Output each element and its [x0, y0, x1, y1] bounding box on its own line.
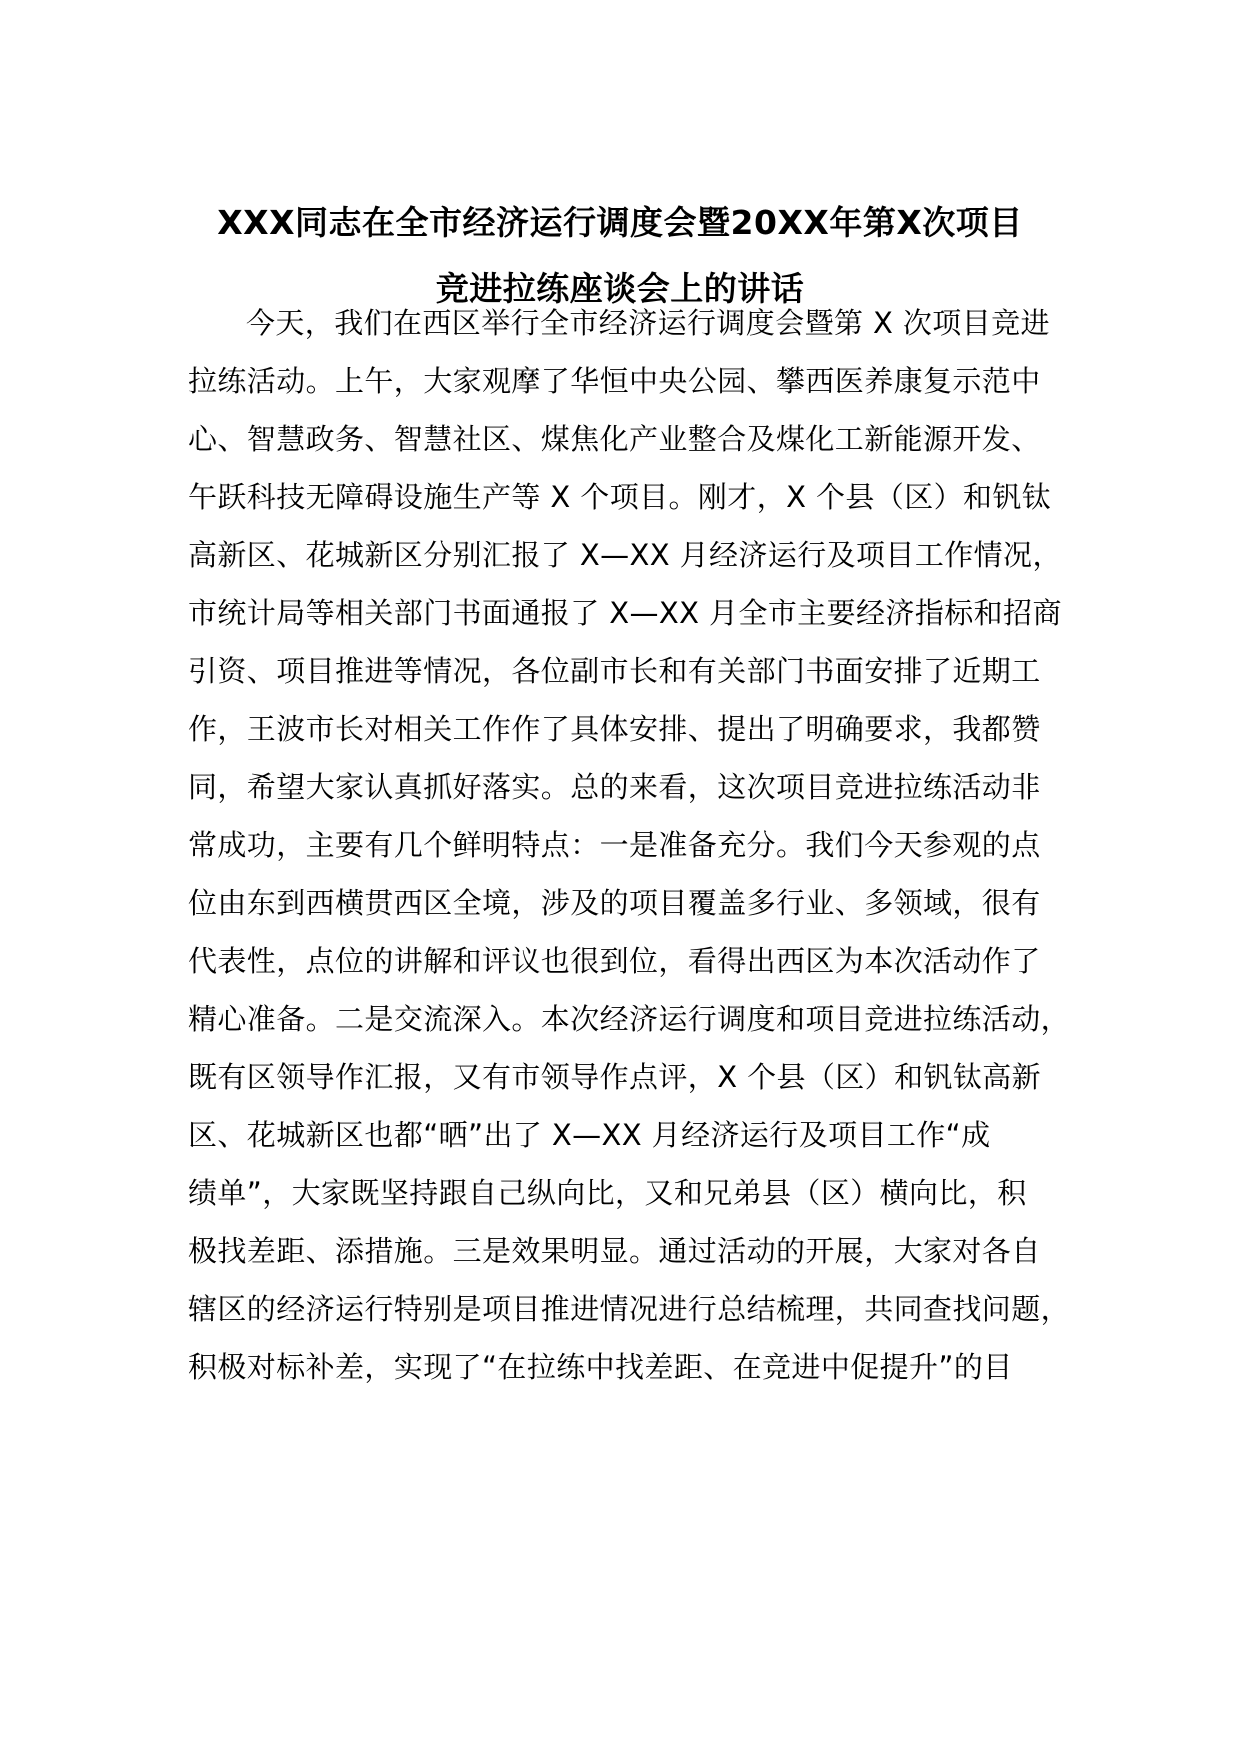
- body-line-10: 常成功，主要有几个鲜明特点：一是准备充分。我们今天参观的点: [188, 828, 1041, 862]
- body-line-18: 辖区的经济运行特别是项目推进情况进行总结梳理，共同查找问题，: [188, 1292, 1071, 1326]
- body-line-1: 今天，我们在西区举行全市经济运行调度会暨第 X 次项目竞进: [246, 306, 1050, 340]
- body-line-14: 既有区领导作汇报，又有市领导作点评，X 个县（区）和钒钛高新: [188, 1060, 1042, 1094]
- body-line-13: 精心准备。二是交流深入。本次经济运行调度和项目竞进拉练活动，: [188, 1002, 1071, 1036]
- body-line-9: 同，希望大家认真抓好落实。总的来看，这次项目竞进拉练活动非: [188, 770, 1041, 804]
- body-line-2: 拉练活动。上午，大家观摩了华恒中央公园、攀西医养康复示范中: [188, 364, 1041, 398]
- body-line-8: 作，王波市长对相关工作作了具体安排、提出了明确要求，我都赞: [188, 712, 1041, 746]
- document-title-line-1: XXX同志在全市经济运行调度会暨20XX年第X次项目: [217, 203, 1023, 242]
- body-line-15: 区、花城新区也都“晒”出了 X—XX 月经济运行及项目工作“成: [188, 1118, 991, 1152]
- body-line-16: 绩单”，大家既坚持跟自己纵向比，又和兄弟县（区）横向比，积: [188, 1176, 1027, 1210]
- body-line-17: 极找差距、添措施。三是效果明显。通过活动的开展，大家对各自: [188, 1234, 1041, 1268]
- body-line-4: 午跃科技无障碍设施生产等 X 个项目。刚才，X 个县（区）和钒钛: [188, 480, 1052, 514]
- document-title-line-2: 竞进拉练座谈会上的讲话: [435, 269, 805, 308]
- body-line-11: 位由东到西横贯西区全境，涉及的项目覆盖多行业、多领域，很有: [188, 886, 1041, 920]
- body-line-19: 积极对标补差，实现了“在拉练中找差距、在竞进中促提升”的目: [188, 1350, 1013, 1384]
- body-line-7: 引资、项目推进等情况，各位副市长和有关部门书面安排了近期工: [188, 654, 1041, 688]
- body-line-3: 心、智慧政务、智慧社区、煤焦化产业整合及煤化工新能源开发、: [188, 422, 1041, 456]
- body-line-12: 代表性，点位的讲解和评议也很到位，看得出西区为本次活动作了: [188, 944, 1041, 978]
- body-line-5: 高新区、花城新区分别汇报了 X—XX 月经济运行及项目工作情况，: [188, 538, 1062, 572]
- body-line-6: 市统计局等相关部门书面通报了 X—XX 月全市主要经济指标和招商: [188, 596, 1062, 630]
